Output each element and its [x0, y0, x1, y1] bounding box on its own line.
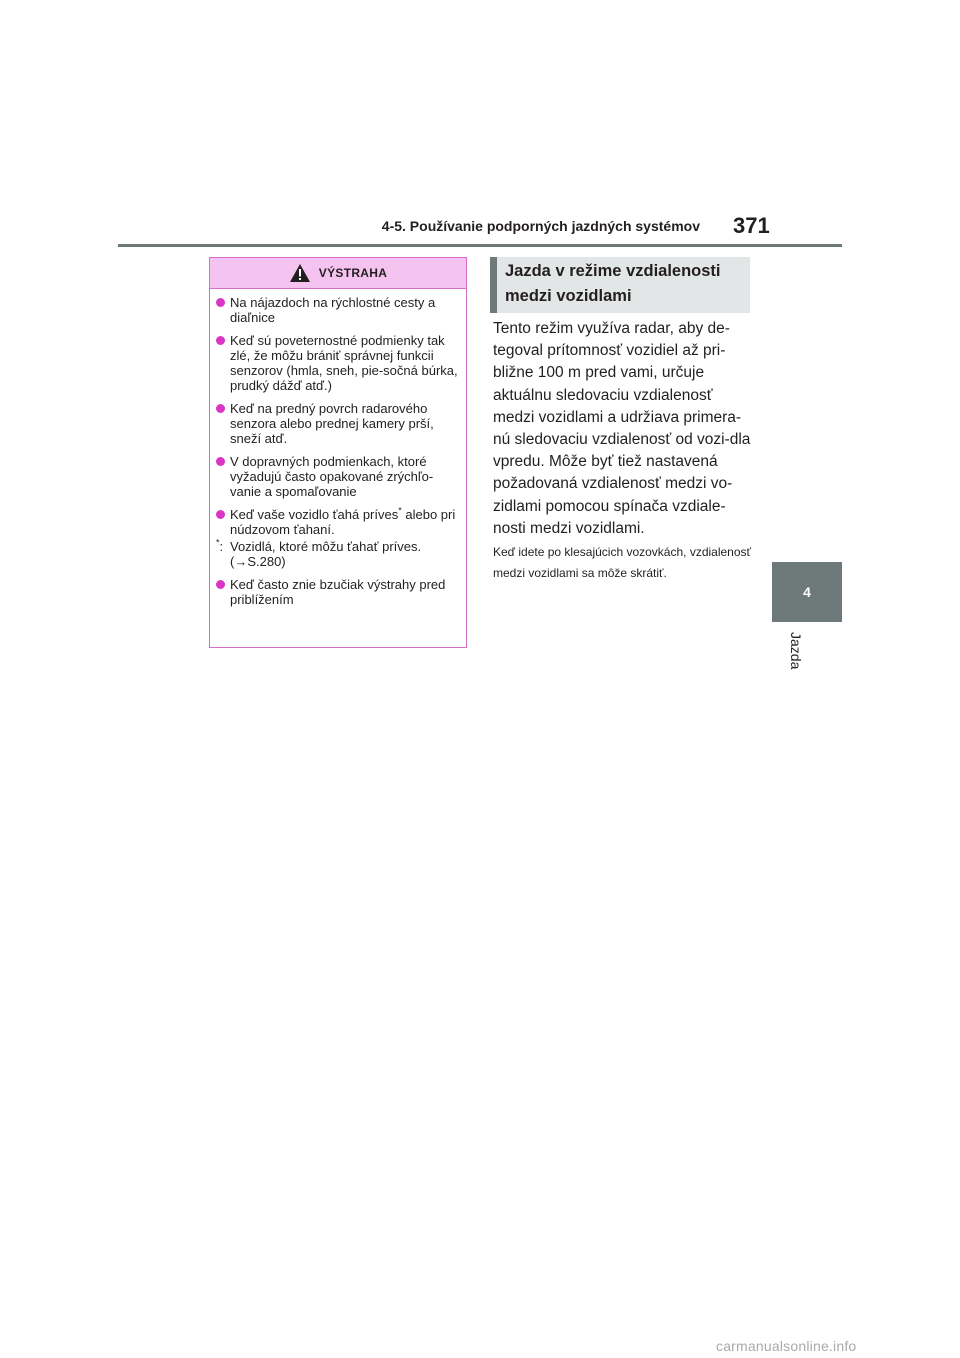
- footnote-text: Vozidlá, ktoré môžu ťahať príves. (→S.280): [230, 539, 422, 569]
- header-divider: [118, 244, 842, 247]
- chapter-name: Jazda: [788, 632, 804, 670]
- footnote-mark: *:: [216, 537, 224, 554]
- bullet-icon: [216, 336, 225, 345]
- section-heading: Jazda v režime vzdialenosti medzi vozidlami: [490, 257, 750, 313]
- warning-item-text: Keď na predný povrch radarového senzora alebo prednej kamery prší, sneží atď.: [230, 401, 434, 446]
- footnote-reference: *: [398, 505, 402, 516]
- warning-item: [216, 333, 458, 393]
- warning-triangle-icon: [289, 263, 311, 283]
- bullet-icon: [216, 298, 225, 307]
- section-body: Tento režim využíva radar, aby de-tegoval prítomnosť vozidiel až pri-bližne 100 m pred vami, určuje aktuálnu sledovaciu vzdialenosť medzi vozidlami a udržiava primera-nú sledovaciu vzdialenosť od vozi-dla vpredu. Môže byť tiež nastavená požadovaná vzdialenosť medzi vo-zidlami pomocou spínača vzdiale-nosti medzi vozidlami.: [493, 320, 751, 537]
- warning-item: [216, 577, 458, 607]
- warning-list: [210, 289, 466, 607]
- chapter-number: 4: [803, 584, 811, 600]
- footnote-mark-star: *: [216, 537, 220, 548]
- warning-item: [216, 454, 458, 499]
- warning-item-suffix: alebo pri núdzovom ťahaní.: [230, 507, 456, 537]
- warning-item: [216, 295, 458, 325]
- bullet-icon: [216, 457, 225, 466]
- warning-item-text: Na nájazdoch na rýchlostné cesty a diaľnice: [230, 295, 436, 325]
- bullet-icon: [216, 510, 225, 519]
- header-section-title: 4-5. Používanie podporných jazdných systémov: [381, 218, 700, 234]
- chapter-tab: [772, 562, 842, 622]
- bullet-icon: [216, 580, 225, 589]
- warning-item-trailer: [216, 507, 458, 537]
- section-note: Keď idete po klesajúcich vozovkách, vzdialenosť medzi vozidlami sa môže skrátiť.: [493, 545, 752, 580]
- warning-header: [210, 258, 466, 289]
- warning-item: [216, 401, 458, 446]
- warning-box: [209, 257, 467, 648]
- bullet-icon: [216, 404, 225, 413]
- warning-item-text: Keď sú poveternostné podmienky tak zlé, že môžu brániť správnej funkcii senzorov (hmla, sneh, pie-sočná búrka, prudký dážď atď.): [230, 333, 458, 393]
- warning-item-text: Keď často znie bzučiak výstrahy pred priblížením: [230, 577, 446, 607]
- warning-title: VÝSTRAHA: [318, 266, 388, 280]
- watermark: carmanualsonline.info: [716, 1338, 857, 1354]
- footnote: [216, 539, 458, 569]
- page-number: 371: [733, 213, 770, 238]
- warning-item-text: V dopravných podmienkach, ktoré vyžadujú často opakované zrýchľo-vanie a spomaľovanie: [230, 454, 434, 499]
- warning-item-text: Keď vaše vozidlo ťahá príves: [230, 507, 399, 522]
